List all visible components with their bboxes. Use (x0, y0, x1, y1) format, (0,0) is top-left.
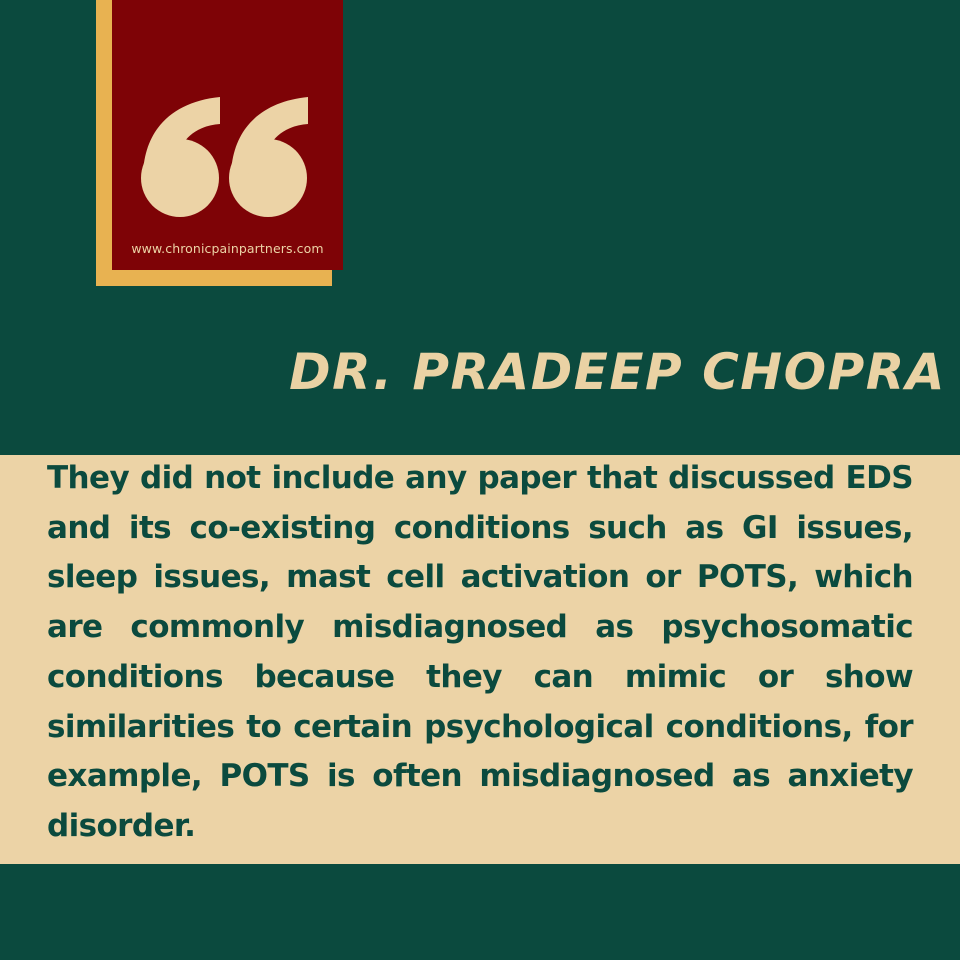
quote-badge (112, 0, 343, 270)
website-url: www.chronicpainpartners.com (131, 241, 324, 256)
quote-text: They did not include any paper that discussed EDS and its co-existing conditions such as GI issues, sleep issues, mast cell activation or POTS, which are commonly misdiagnosed as psychosomatic conditions because they can mimic or show similarities to certain psychological conditions, for example, POTS is often misdiagnosed as anxiety disorder. (47, 460, 913, 844)
author-name: DR. PRADEEP CHOPRA (289, 343, 946, 401)
opening-quote-icon (140, 92, 316, 220)
